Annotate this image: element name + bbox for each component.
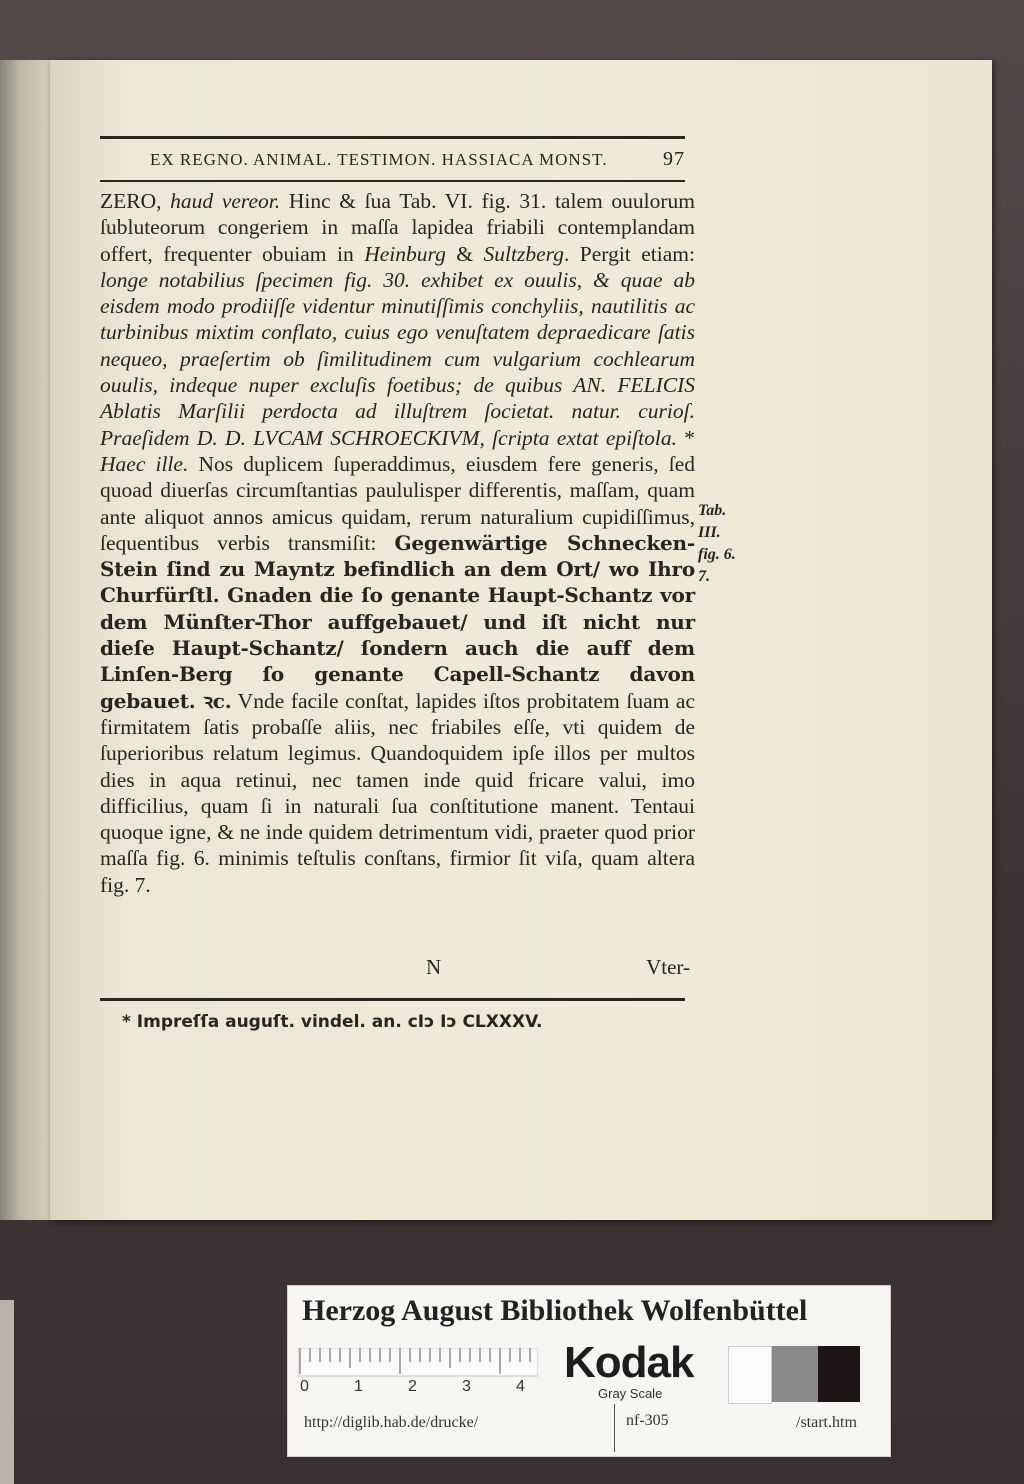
catch-line — [100, 955, 690, 981]
gray-swatch-black — [818, 1346, 860, 1402]
marginal-line: Tab. — [698, 502, 727, 519]
text-segment: ZERO, — [100, 189, 171, 213]
marginal-line: III. — [698, 524, 721, 541]
color-calibration-card — [287, 1285, 891, 1457]
ruler-number: 2 — [408, 1378, 417, 1395]
german-quotation: Gegenwärtige Schnecken-Stein ſind zu Mayntz befindlich an dem Ort/ wo Ihro Churfürſtl. Gnaden die ſo genante Haupt-Schantz vor dem Münſter-Thor auffgebauet/ und iſt nicht nur dieſe Haupt-Schantz/ ſondern auch die auff dem Linſen-Berg ſo genante Capell-Schantz davon gebauet. ꝛc. — [100, 530, 695, 713]
ruler-number: 0 — [300, 1378, 309, 1395]
text-segment: haud vereor. — [170, 189, 281, 213]
gray-swatch-mid — [772, 1346, 818, 1402]
main-paragraph — [100, 188, 695, 898]
body-text — [100, 188, 695, 898]
marginal-line: 7. — [698, 568, 710, 585]
ruler-number: 4 — [516, 1378, 525, 1395]
header-bottom-rule — [100, 180, 685, 182]
text-segment: . Pergit etiam: — [563, 241, 695, 266]
running-header — [100, 148, 685, 176]
header-top-rule — [100, 136, 685, 139]
catchword: Vter- — [646, 955, 690, 979]
footnote-rule — [100, 998, 685, 1001]
text-segment: & — [445, 241, 484, 266]
shelfmark: nf-305 — [626, 1412, 669, 1429]
place-name: Heinburg — [364, 241, 446, 266]
page-number: 97 — [663, 148, 685, 170]
gray-scale-label: Gray Scale — [598, 1386, 663, 1401]
kodak-logo: Kodak — [564, 1338, 694, 1387]
text-segment: Vnde facile conſtat, lapides iſtos probitatem ſuam ac firmitatem ſatis probaſſe aliis, nec friabiles eſſe, vti quidem de ſuperioribus relatum legimus. Quandoquidem ipſe illos per multos dies in aqua retinui, nec tamen inde quid fricare valui, imo difficilius, quam ſi in naturali ſua conſtitutione manent. Tentaui quoque igne, & ne inde quidem detrimentum vidi, praeter quod prior maſſa fig. 6. minimis teſtulis conſtans, firmior ſit viſa, quam altera fig. 7. — [100, 688, 695, 897]
text-segment: Hinc & ſua Tab. VI. fig. 31. talem ouulorum ſubluteorum congeriem in maſſa lapidea friabili contemplandam offert, frequenter obuiam in — [100, 189, 695, 266]
marginal-note — [698, 500, 758, 588]
library-url: http://diglib.hab.de/drucke/ — [304, 1414, 479, 1431]
footnote-marker: * — [676, 425, 695, 450]
scan-edge — [0, 1300, 14, 1484]
gray-swatch-white — [728, 1346, 772, 1404]
signature-mark: N — [426, 955, 442, 979]
start-path: /start.htm — [796, 1414, 857, 1431]
previous-page-edge — [0, 60, 52, 1220]
library-name: Herzog August Bibliothek Wolfenbüttel — [302, 1294, 808, 1327]
text-segment: Haec ille. — [100, 451, 189, 476]
ruler-number: 1 — [354, 1378, 363, 1395]
quotation: longe notabilius ſpecimen fig. 30. exhibet ex ouulis, & quae ab eisdem modo prodiiſſe videntur minutiſſimis conchyliis, nautilitis ac turbinibus mixtim conflato, cuius ego venuſtatem depraedicare ſatis nequeo, praeſertim ob ſimilitudinem cum vulgarium cochlearum ouulis, indeque nuper excluſis foetibus; de quibus AN. FELICIS Ablatis Marſilii perdocta ad illuſtrem ſocietat. natur. curioſ. Praeſidem D. D. LVCAM SCHROECKIVM, ſcripta extat epiſtola. — [100, 267, 695, 450]
place-name: Sultzberg — [483, 241, 564, 266]
footnote: * Impreſſa auguſt. vindel. an. cIↄ Iↄ CLXXXV. — [122, 1012, 543, 1032]
ruler-scale — [298, 1348, 538, 1388]
ruler-number: 3 — [462, 1378, 471, 1395]
marginal-line: fig. 6. — [698, 546, 736, 563]
card-divider — [614, 1404, 615, 1452]
text-segment: Nos duplicem ſuperaddimus, eiusdem fere generis, ſed quoad diuerſas circumſtantias paululisper differentis, maſſam, quam ante aliquot annos amicus quidam, rerum naturalium cupidiſſimus, ſequentibus verbis transmiſit: — [100, 451, 695, 555]
running-title: EX REGNO. ANIMAL. TESTIMON. HASSIACA MONST. — [150, 150, 608, 169]
